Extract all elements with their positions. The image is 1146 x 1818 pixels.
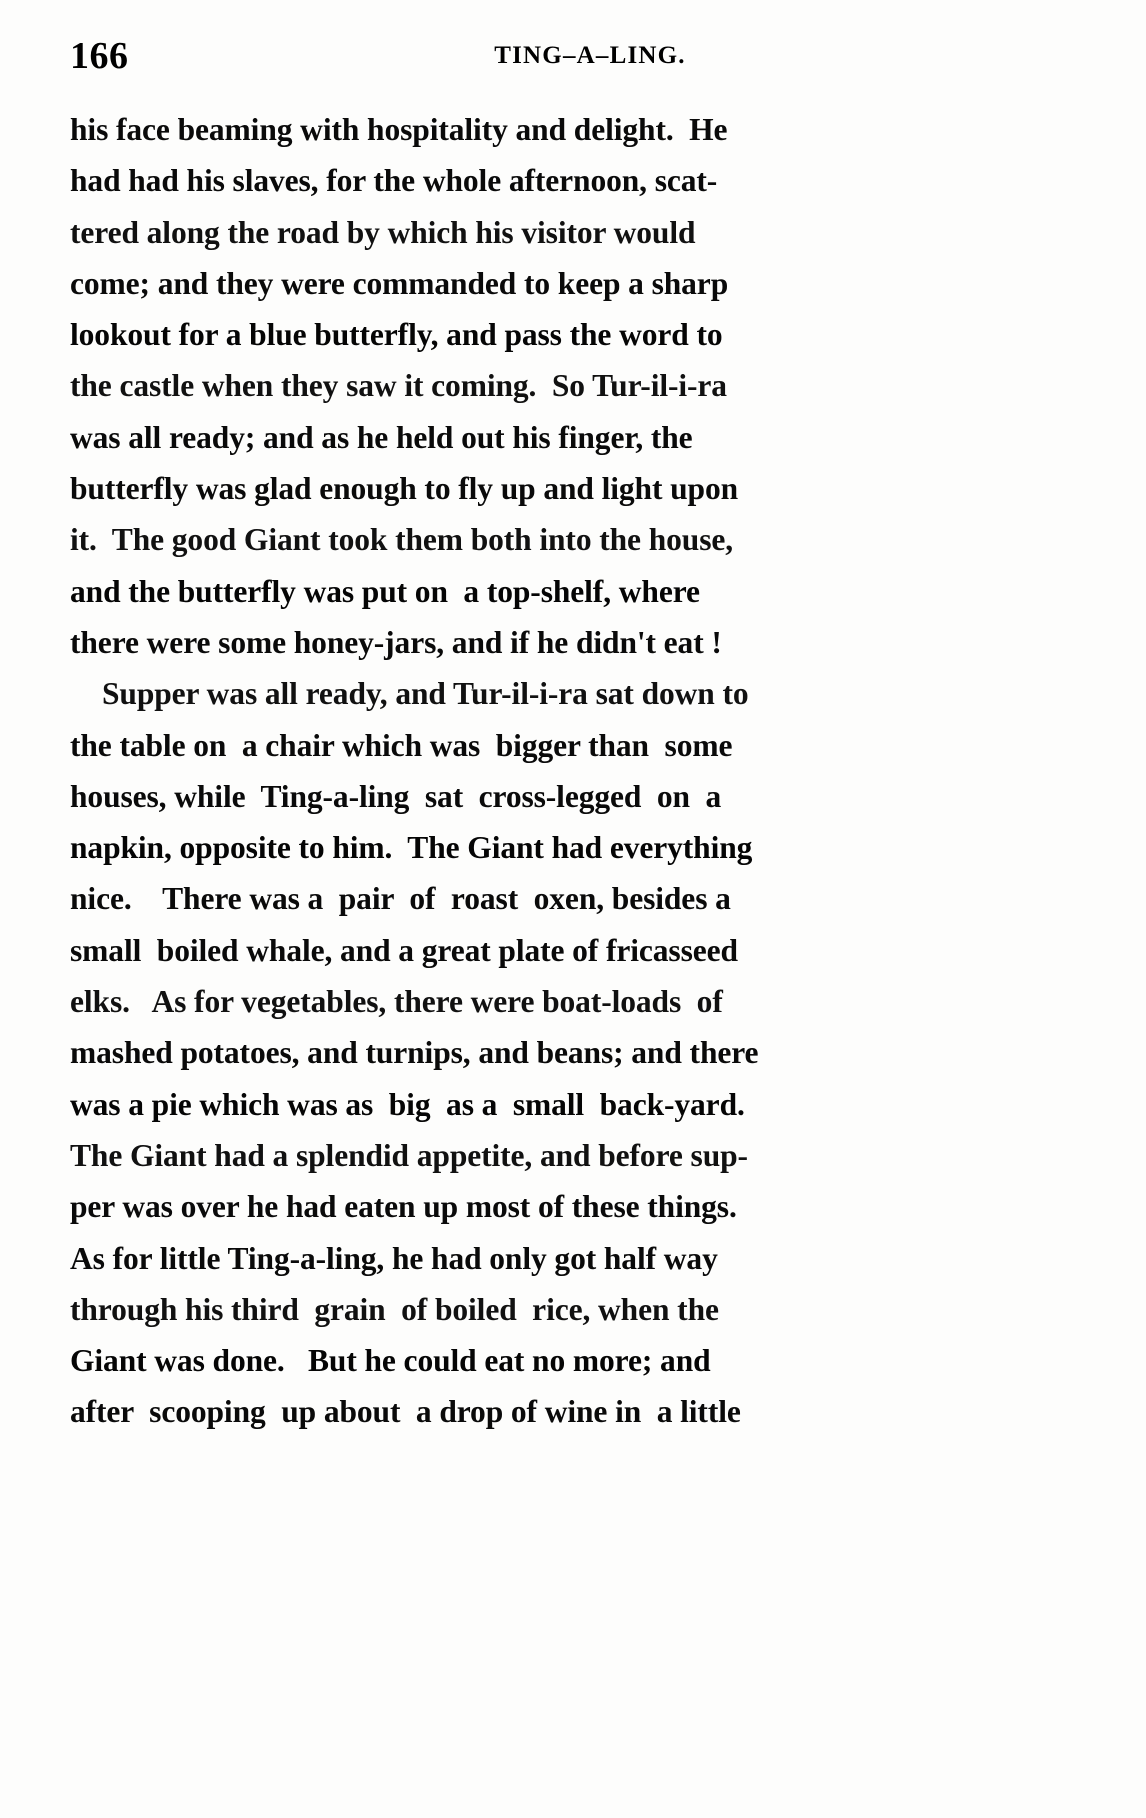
text-line: houses, while Ting-a-ling sat cross-legged on a bbox=[70, 778, 722, 814]
text-line: the table on a chair which was bigger than some bbox=[70, 727, 733, 763]
text-line: napkin, opposite to him. The Giant had everything bbox=[70, 830, 753, 866]
text-line: the castle when they saw it coming. So Tur-il-i-ra bbox=[70, 368, 727, 404]
text-line: his face beaming with hospitality and delight. He bbox=[70, 112, 728, 147]
text-line: nice. There was a pair of roast oxen, besides a bbox=[70, 881, 731, 917]
text-line: As for little Ting-a-ling, he had only got half way bbox=[70, 1240, 718, 1276]
text-line: through his third grain of boiled rice, when the bbox=[70, 1291, 719, 1327]
text-line: mashed potatoes, and turnips, and beans; and there bbox=[70, 1035, 759, 1071]
text-line: and the butterfly was put on a top-shelf, where bbox=[70, 573, 700, 609]
text-line: butterfly was glad enough to fly up and light upon bbox=[70, 471, 739, 507]
text-line: come; and they were commanded to keep a sharp bbox=[70, 265, 729, 301]
text-line: there were some honey-jars, and if he didn't eat ! bbox=[70, 624, 722, 660]
text-line: was all ready; and as he held out his finger, the bbox=[70, 419, 693, 455]
text-line: Supper was all ready, and Tur-il-i-ra sat down to bbox=[102, 676, 749, 712]
text-line: small boiled whale, and a great plate of fricasseed bbox=[70, 932, 738, 968]
page-number: 166 bbox=[70, 35, 129, 77]
running-head: TING–A–LING. bbox=[494, 42, 686, 69]
text-line: lookout for a blue butterfly, and pass the word to bbox=[70, 317, 723, 353]
text-line: The Giant had a splendid appetite, and before sup- bbox=[70, 1137, 748, 1173]
body-text bbox=[70, 104, 1088, 1438]
text-line: Giant was done. But he could eat no more; and bbox=[70, 1343, 711, 1379]
text-line: it. The good Giant took them both into the house, bbox=[70, 522, 734, 558]
text-line: had had his slaves, for the whole afternoon, scat- bbox=[70, 163, 718, 199]
text-line: elks. As for vegetables, there were boat-loads of bbox=[70, 984, 723, 1020]
text-line: per was over he had eaten up most of these things. bbox=[70, 1189, 737, 1225]
text-line: after scooping up about a drop of wine in a little bbox=[70, 1394, 741, 1430]
page-header bbox=[70, 34, 1080, 80]
text-line: was a pie which was as big as a small back-yard. bbox=[70, 1086, 745, 1122]
text-line: tered along the road by which his visitor would bbox=[70, 214, 696, 250]
